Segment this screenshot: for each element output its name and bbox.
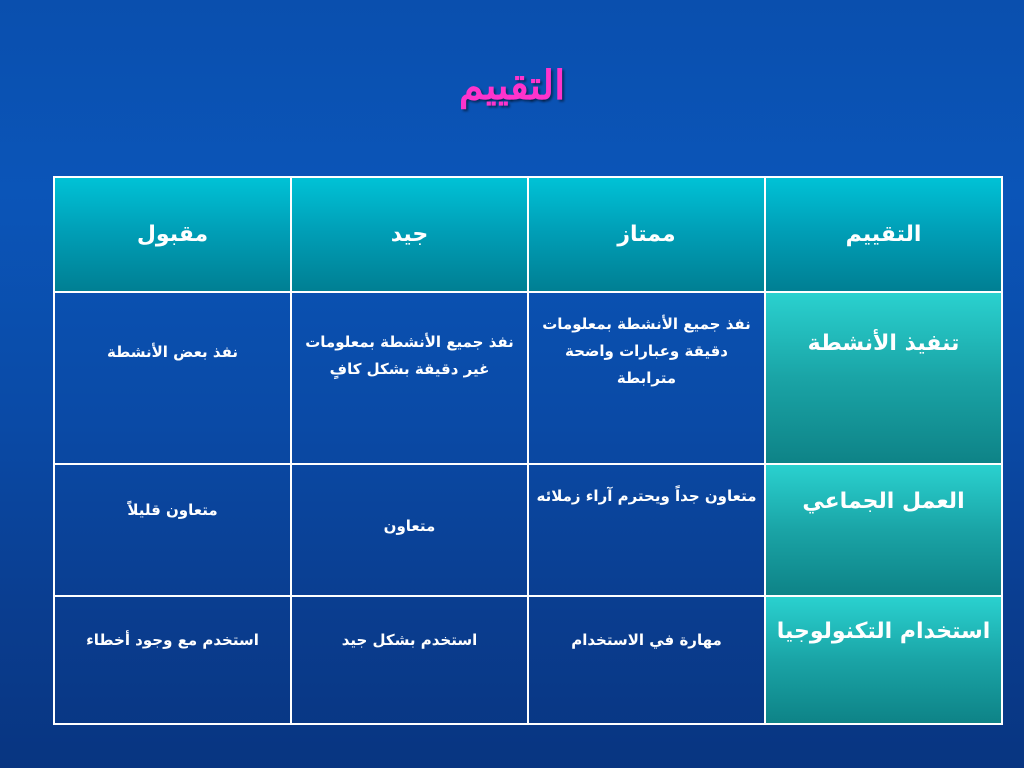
cell-activities-acceptable: نفذ بعض الأنشطة [54, 292, 291, 464]
criterion-technology: استخدام التكنولوجيا [765, 596, 1002, 724]
cell-technology-good: استخدم بشكل جيد [291, 596, 528, 724]
cell-activities-good: نفذ جميع الأنشطة بمعلومات غير دقيقة بشكل كافٍ [291, 292, 528, 464]
cell-teamwork-good: متعاون [291, 464, 528, 596]
evaluation-rubric-table [53, 176, 1003, 725]
header-excellent: ممتاز [528, 177, 765, 292]
cell-activities-excellent: نفذ جميع الأنشطة بمعلومات دقيقة وعبارات واضحة مترابطة [528, 292, 765, 464]
header-good: جيد [291, 177, 528, 292]
table-row [54, 292, 1002, 464]
cell-teamwork-excellent: متعاون جداً ويحترم آراء زملائه [528, 464, 765, 596]
table-header-row [54, 177, 1002, 292]
cell-teamwork-acceptable: متعاون قليلاً [54, 464, 291, 596]
table-row [54, 464, 1002, 596]
header-evaluation: التقييم [765, 177, 1002, 292]
criterion-activities: تنفيذ الأنشطة [765, 292, 1002, 464]
cell-technology-excellent: مهارة في الاستخدام [528, 596, 765, 724]
table-row [54, 596, 1002, 724]
criterion-teamwork: العمل الجماعي [765, 464, 1002, 596]
header-acceptable: مقبول [54, 177, 291, 292]
slide-title: التقييم [458, 62, 566, 109]
cell-technology-acceptable: استخدم مع وجود أخطاء [54, 596, 291, 724]
